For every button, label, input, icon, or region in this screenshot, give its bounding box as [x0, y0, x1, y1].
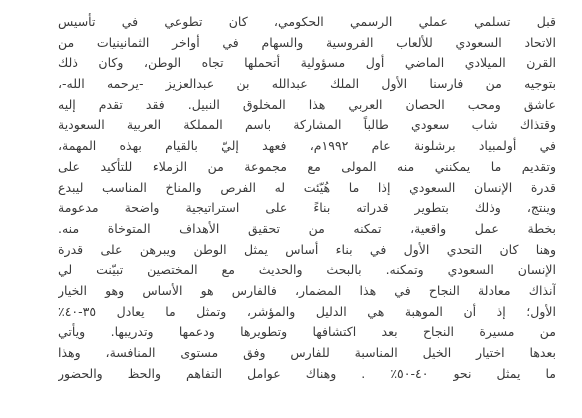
text-line: عاشق ومحب الحصان العربي هذا المخلوق النبيل. فقد تقدم إليه	[58, 96, 556, 112]
text-line: بعدها اختيار الخيل المناسبة للفارس وفق مستوى المنافسة، وهذا	[58, 345, 556, 360]
text-line: ما يمثل نحو ٤٠-٥٠٪ . وهناك عوامل التفاهم والحظ والحضور	[58, 365, 556, 381]
text-line: بتوجيه من فارسنا الأول الملك عبدالله بن عبدالعزيز -يرحمه الله-،	[58, 76, 556, 92]
text-line: بخطة عمل واقعية، تمكنه من تحقيق الأهداف المتوخاة منه.	[58, 220, 556, 236]
text-line: الاتحاد السعودي للألعاب الفروسية والسهام في أواخر الثمانينيات من	[58, 34, 556, 50]
text-line: قدرة الإنسان السعودي إذا ما هُيّئت له الفرص والمناخ المناسب ليبدع	[58, 179, 556, 195]
body-paragraph	[58, 12, 556, 384]
text-line: وينتج، وذلك بتطوير قدراته بناءً على استراتيجية واضحة مدعومة	[58, 200, 556, 216]
text-line: الأول؛ إذ أن الموهبة هي الدليل والمؤشر، وتمثل ما يعادل ٣٥-٤٠٪	[58, 303, 556, 319]
text-line: في أولمبياد برشلونة عام ١٩٩٢م، فعهد إليّ بالقيام بهذه المهمة،	[58, 138, 556, 154]
text-line: الإنسان السعودي وتمكنه. بالبحث والحديث مع المختصين تبيّنت لي	[58, 262, 556, 278]
text-line: القرن الميلادي الماضي أول مسؤولية أتحملها تجاه الوطن، وكان ذلك	[58, 55, 556, 71]
text-line: قبل تسلمي عملي الرسمي الحكومي، كان تطوعي في تأسيس	[58, 14, 556, 29]
text-line: وهنا كان التحدي الأول في بناء أساس يمثل الوطن ويبرهن على قدرة	[58, 241, 556, 257]
text-line: من مسيرة النجاح بعد اكتشافها وتطويرها ودعمها وتدريبها. ويأتي	[58, 324, 556, 340]
text-line: وتقديم ما يمكنني منه المولى مع مجموعة من الزملاء للتأكيد على	[58, 158, 556, 174]
text-line: وقتذاك شاب سعودي طالباً المشاركة باسم المملكة العربية السعودية	[58, 117, 556, 133]
text-line: آنذاك معادلة النجاح في هذا المضمار، فالفارس هو الأساس وهو الخيار	[58, 282, 556, 298]
